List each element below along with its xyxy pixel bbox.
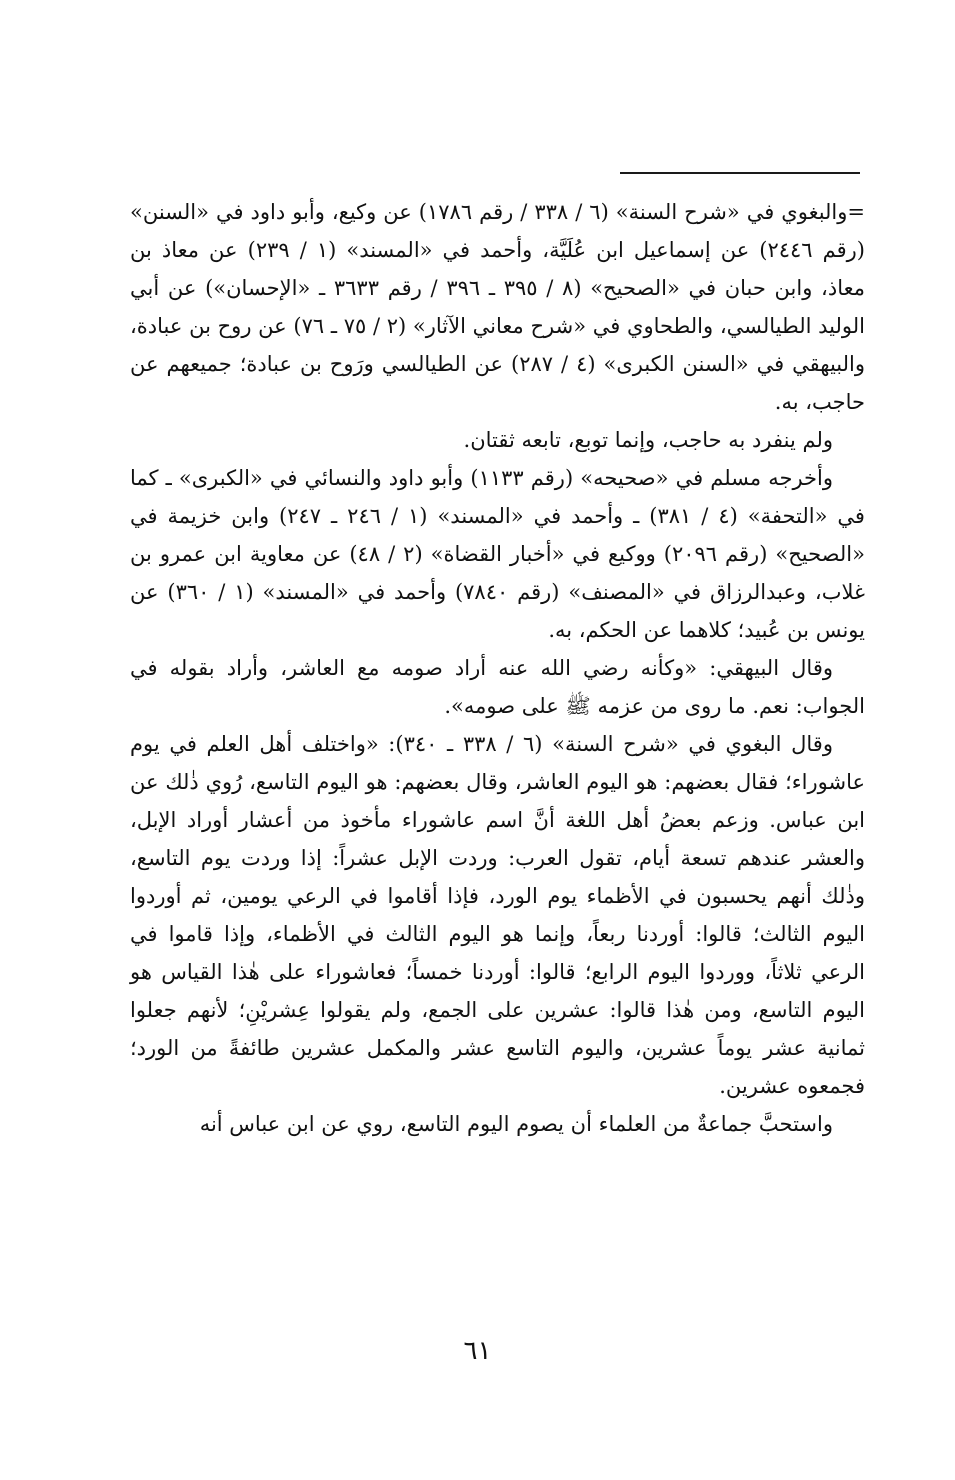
paragraph-istihbab: واستحبَّ جماعةٌ من العلماء أن يصوم اليوم التاسع، روي عن ابن عباس أنه xyxy=(199,1112,833,1136)
paragraph-bayhaqi-quote: وقال البيهقي: «وكأنه رضي الله عنه أراد صومه مع العاشر، وأراد بقوله في الجواب: نعم. ما روى من عزمه ﷺ على صومه». xyxy=(130,656,865,718)
paragraph-muslim-takhrij: وأخرجه مسلم في «صحيحه» (رقم ١١٣٣) وأبو داود والنسائي في «الكبرى» ـ كما في «التحفة» (٤ / ٣٨١) ـ وأحمد في «المسند» (١ / ٢٤٦ ـ ٢٤٧) وابن خزيمة في «الصحيح» (رقم ٢٠٩٦) ووكيع في «أخبار القضاة» (٢ / ٤٨) عن معاوية ابن عمرو بن غلاب، وعبدالرزاق في «المصنف» (رقم ٧٨٤٠) وأحمد في «المسند» (١ / ٣٦٠) عن يونس بن عُبيد؛ كلاهما عن الحكم، به. xyxy=(130,466,865,642)
footnote-separator-rule xyxy=(620,172,860,174)
footnote-text-block xyxy=(130,193,865,1143)
paragraph-takhrij-continuation: =والبغوي في «شرح السنة» (٦ / ٣٣٨ / رقم ١٧٨٦) عن وكيع، وأبو داود في «السنن» (رقم ٢٤٤٦) عن إسماعيل ابن عُلَيَّة، وأحمد في «المسند» (١ / ٢٣٩) عن معاذ بن معاذ، وابن حبان في «الصحيح» (٨ / ٣٩٥ ـ ٣٩٦ / رقم ٣٦٣٣ ـ «الإحسان») عن أبي الوليد الطيالسي، والطحاوي في «شرح معاني الآثار» (٢ / ٧٥ ـ ٧٦) عن روح بن عبادة، والبيهقي في «السنن الكبرى» (٤ / ٢٨٧) عن الطيالسي ورَوح بن عبادة؛ جميعهم عن حاجب، به. xyxy=(130,200,866,414)
paragraph-mutaba: ولم ينفرد به حاجب، وإنما توبع، تابعه ثقتان. xyxy=(463,428,833,452)
page-number: ٦١ xyxy=(463,1336,492,1366)
paragraph-baghawi-quote: وقال البغوي في «شرح السنة» (٦ / ٣٣٨ ـ ٣٤٠): «واختلف أهل العلم في يوم عاشوراء؛ فقال بعضهم: هو اليوم العاشر، وقال بعضهم: هو اليوم التاسع، رُوي ذٰلك عن ابن عباس. وزعم بعضُ أهل اللغة أنَّ اسم عاشوراء مأخوذ من أعشار أوراد الإبل، والعشر عندهم تسعة أيام، تقول العرب: وردت الإبل عشراً: إذا وردت يوم التاسع، وذٰلك أنهم يحسبون في الأظماء يوم الورد، فإذا أقاموا في الرعي يومين، ثم أوردوا اليوم الثالث؛ قالوا: أوردنا ربعاً، وإنما هو اليوم الثالث في الأظماء، وإذا قاموا في الرعي ثلاثاً، ووردوا اليوم الرابع؛ قالوا: أوردنا خمساً؛ فعاشوراء على هٰذا القياس هو اليوم التاسع، ومن هٰذا قالوا: عشرين على الجمع، ولم يقولوا عِشريْنِ؛ لأنهم جعلوا ثمانية عشر يوماً عشرين، واليوم التاسع عشر والمكمل عشرين طائفةً من الورد؛ فجمعوه عشرين. xyxy=(130,732,866,1098)
